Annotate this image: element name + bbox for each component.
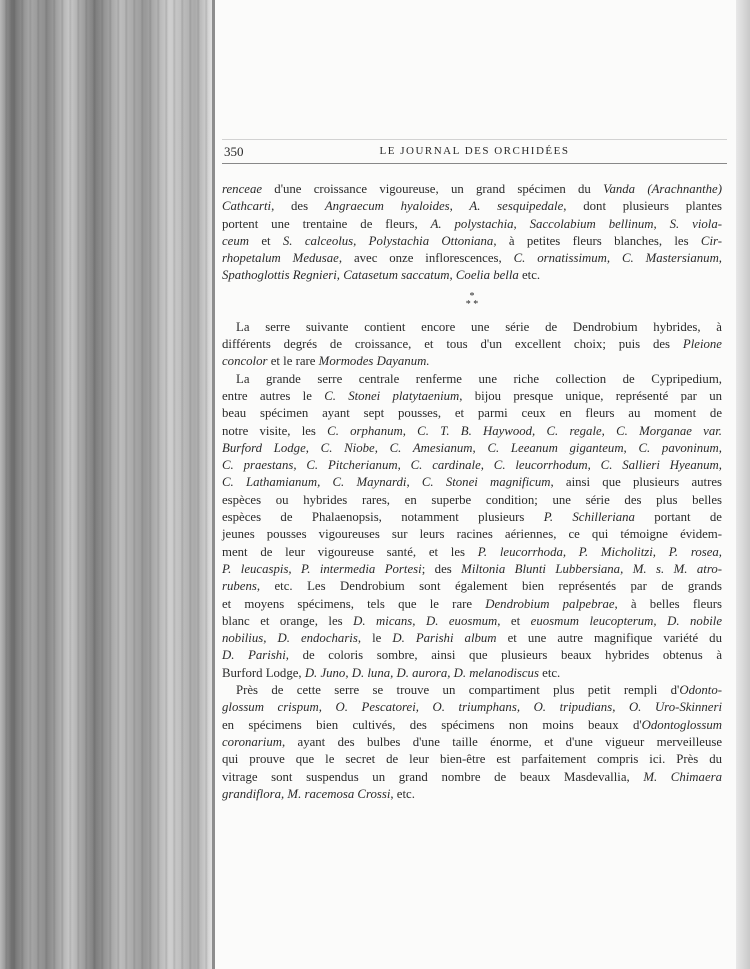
text-run: notre visite, les	[222, 423, 328, 438]
text-line	[222, 665, 722, 682]
italic-species-name: glossum crispum, O. Pescatorei, O. triumphans, O. tripudians, O. Uro-Skinneri	[222, 700, 722, 715]
italic-species-name: Burford Lodge, C. Niobe, C. Amesianum, C. Leeanum giganteum, C. pavoninum,	[222, 440, 722, 455]
text-line	[222, 613, 722, 630]
text-run: et le rare	[267, 354, 319, 369]
text-run: blanc et orange, les	[222, 613, 354, 628]
page-number: 350	[224, 144, 244, 159]
italic-species-name: A. polystachia, Saccolabium bellinum, S. viola-	[430, 216, 722, 231]
text-line	[222, 233, 722, 250]
italic-species-name: C. praestans, C. Pitcherianum, C. cardinale, C. leucorrhodum, C. Sallieri Hyeanum,	[222, 458, 722, 473]
italic-species-name: rubens	[222, 579, 257, 594]
text-line	[222, 336, 722, 353]
paragraph	[222, 682, 722, 803]
italic-species-name: D. Parishi	[222, 648, 286, 663]
text-run: , ainsi que plusieurs autres	[550, 475, 723, 490]
text-line	[222, 734, 722, 751]
italic-species-name: renceae	[222, 182, 263, 196]
text-run: , bijou presque unique, représenté par un	[459, 388, 722, 403]
text-line	[222, 751, 722, 768]
text-run: , des	[271, 199, 325, 214]
italic-species-name: Spathoglottis Regnieri, Catasetum saccatum, Coelia bella	[222, 268, 519, 283]
italic-species-name: nobilius, D. endocharis	[222, 631, 358, 646]
italic-species-name: ceum	[222, 233, 249, 248]
paragraph	[222, 371, 722, 682]
text-run: espèces ou hybrides rares, en superbe condition; une série des plus belles	[222, 492, 722, 507]
scan-right-edge	[736, 0, 750, 969]
text-run: , et	[497, 613, 531, 628]
text-run: qui prouve que le secret de leur bien-être est parfaitement compris ici. Près du	[222, 752, 722, 767]
italic-species-name: C. Lathamianum, C. Maynardi, C. Stonei magnificum	[222, 475, 551, 490]
text-run: , de coloris sombre, ainsi que plusieurs beaux hybrides obtenus à	[285, 648, 722, 663]
text-line	[222, 699, 722, 716]
text-line	[222, 596, 722, 613]
text-line	[222, 267, 722, 284]
text-line	[222, 561, 722, 578]
text-run: La grande serre centrale renferme une riche collection de Cypripedium,	[236, 371, 722, 386]
italic-species-name: P. Schilleriana	[543, 510, 635, 525]
italic-species-name: Miltonia Blunti Lubbersiana, M. s. M. atro-	[461, 561, 722, 576]
text-run: vitrage sont suspendus un grand nombre de beaux Masdevallia,	[222, 769, 644, 784]
text-line	[222, 717, 722, 734]
italic-species-name: D. Parishi album	[392, 631, 497, 646]
asterism-stars: * *	[465, 298, 479, 310]
paragraph	[222, 181, 722, 285]
italic-species-name: Odontoglossum	[641, 717, 722, 732]
text-run: jeunes pousses vigoureuses sur leurs racines aériennes, ce qui témoigne évidem-	[222, 527, 722, 542]
italic-species-name: Angraecum hyaloides, A. sesquipedale	[324, 199, 564, 214]
text-line	[222, 769, 722, 786]
text-run: ; des	[421, 561, 462, 576]
text-line	[222, 630, 722, 647]
italic-species-name: C. orphanum, C. T. B. Haywood, C. regale, C. Morganae var.	[327, 423, 723, 438]
text-run: portant de	[634, 510, 722, 525]
text-line	[222, 388, 722, 405]
body-text	[222, 181, 722, 803]
italic-species-name: D. Juno, D. luna, D. aurora, D. melanodiscus	[304, 665, 539, 680]
italic-species-name: Dendrobium palpebrae	[485, 596, 615, 611]
text-line	[222, 181, 722, 198]
text-run: etc.	[518, 268, 541, 283]
text-run: , à petites fleurs blanches, les	[493, 233, 701, 248]
text-run: ment de leur vigoureuse santé, et les	[222, 544, 478, 559]
text-run: etc.	[538, 665, 561, 680]
text-run: et	[249, 233, 283, 248]
text-line	[222, 647, 722, 664]
asterism-stars: *	[469, 290, 475, 302]
text-run: beau spécimen ayant sept pousses, et parmi ceux en fleurs au moment de	[222, 406, 722, 421]
italic-species-name: M. Chimaera	[643, 769, 722, 784]
text-run: entre autres le	[222, 388, 325, 403]
text-line	[222, 457, 722, 474]
header-rule	[222, 163, 727, 164]
text-run: , à belles fleurs	[614, 596, 722, 611]
text-run: , etc.	[390, 786, 415, 801]
text-run: Près de cette serre se trouve un compartiment plus petit rempli d'	[236, 683, 680, 698]
text-run: portent une trentaine de fleurs,	[222, 216, 431, 231]
text-line	[222, 509, 722, 526]
running-title: LE JOURNAL DES ORCHIDÉES	[379, 145, 570, 157]
italic-species-name: D. micans, D. euosmum	[353, 613, 498, 628]
text-run: espèces de Phalaenopsis, notamment plusieurs	[222, 510, 544, 525]
text-line	[222, 474, 722, 491]
text-run: , avec onze inflorescences,	[338, 251, 514, 266]
text-line	[222, 786, 722, 803]
text-line	[222, 578, 722, 595]
text-line	[222, 216, 722, 233]
italic-species-name: Cathcarti	[222, 199, 272, 214]
italic-species-name: Cir-	[700, 233, 722, 248]
italic-species-name: euosmum leucopterum, D. nobile	[530, 613, 723, 628]
page-edge-shadow	[212, 0, 215, 969]
text-run: d'une croissance vigoureuse, un grand spécimen du	[262, 182, 604, 196]
italic-species-name: C. ornatissimum, C. Mastersianum,	[513, 251, 723, 266]
header-top-rule	[222, 139, 727, 140]
text-line	[222, 544, 722, 561]
italic-species-name: P. leucorrhoda, P. Micholitzi, P. rosea,	[477, 544, 722, 559]
text-line	[222, 492, 722, 509]
book-binding-gutter	[0, 0, 214, 969]
italic-species-name: rhopetalum Medusae	[222, 251, 339, 266]
text-line	[222, 423, 722, 440]
italic-species-name: Vanda (Arachnanthe)	[603, 182, 722, 196]
italic-species-name: S. calceolus, Polystachia Ottoniana	[282, 233, 494, 248]
italic-species-name: Mormodes Dayanum.	[318, 354, 430, 369]
text-line	[222, 198, 722, 215]
text-run: et moyens spécimens, tels que le rare	[222, 596, 486, 611]
text-line	[222, 526, 722, 543]
text-run: , etc. Les Dendrobium sont également bien représentés par de grands	[256, 579, 722, 594]
text-run: La serre suivante contient encore une série de Dendrobium hybrides, à	[236, 319, 722, 334]
italic-species-name: coronarium	[222, 734, 282, 749]
italic-species-name: C. Stonei platytaenium	[324, 388, 460, 403]
text-line	[222, 405, 722, 422]
text-run: et une autre magnifique variété du	[496, 631, 722, 646]
text-line	[222, 353, 722, 370]
italic-species-name: Odonto-	[679, 683, 722, 698]
text-line	[222, 682, 722, 699]
text-run: , dont plusieurs plantes	[563, 199, 722, 214]
text-line	[222, 371, 722, 388]
paragraph	[222, 319, 722, 371]
italic-species-name: grandiflora, M. racemosa Crossi	[222, 786, 391, 801]
text-line	[222, 250, 722, 267]
italic-species-name: P. leucaspis, P. intermedia Portesi	[222, 561, 422, 576]
italic-species-name: Pleione	[682, 337, 722, 352]
text-run: en spécimens bien cultivés, des spécimens non moins beaux d'	[222, 717, 642, 732]
text-run: Burford Lodge,	[222, 665, 305, 680]
text-run: , le	[357, 631, 393, 646]
text-run: , ayant des bulbes d'une taille énorme, et d'une vigueur merveilleuse	[281, 734, 722, 749]
text-line	[222, 319, 722, 336]
asterism-separator	[222, 290, 722, 310]
italic-species-name: concolor	[222, 354, 268, 369]
text-line	[222, 440, 722, 457]
text-run: différents degrés de croissance, et tous d'un excellent choix; puis des	[222, 337, 683, 352]
